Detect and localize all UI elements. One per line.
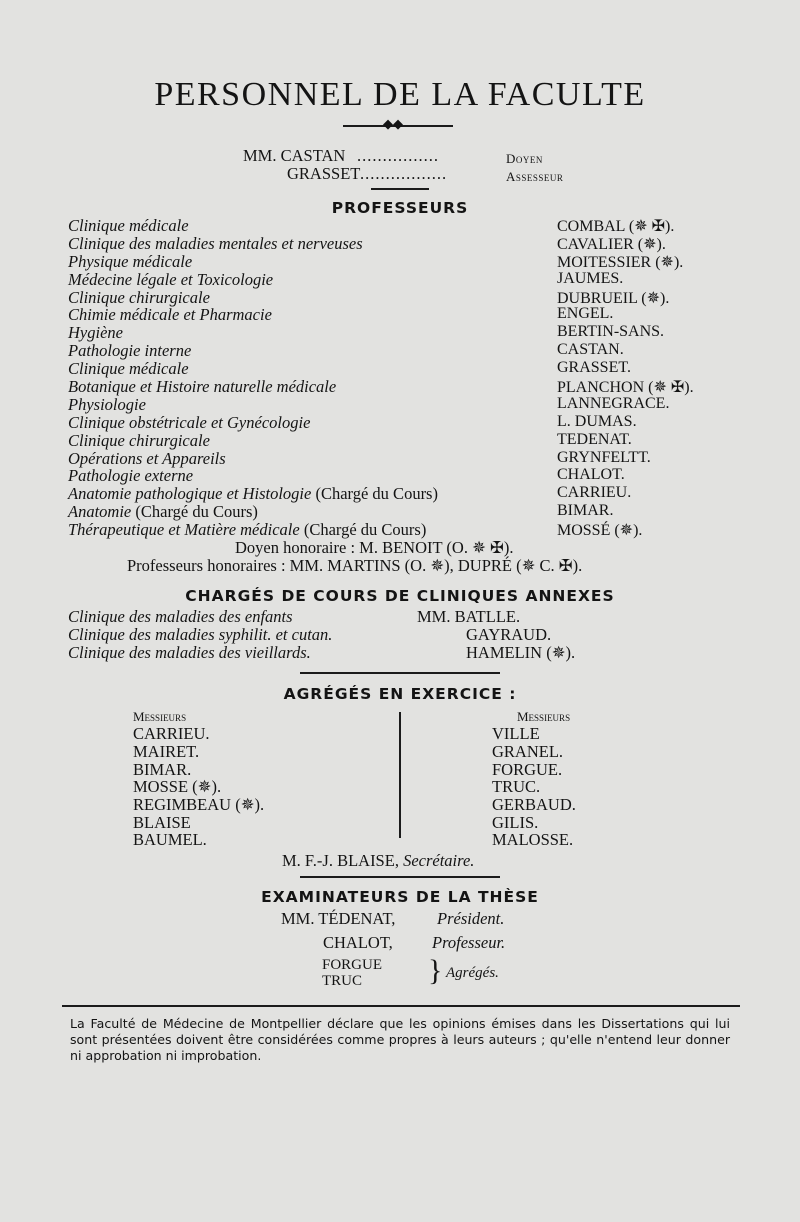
professor-row: Clinique médicale	[68, 359, 189, 378]
professor-row: Hygiène	[68, 323, 123, 342]
professor-row: Physiologie	[68, 395, 146, 414]
secretary-rule	[300, 876, 500, 878]
officer-dots-0: ................	[357, 146, 439, 165]
professor-row: Pathologie interne	[68, 341, 192, 360]
clinique-name: MM. BATLLE.	[417, 607, 521, 626]
professor-row: Botanique et Histoire naturelle médicale	[68, 377, 337, 396]
doyen-honoraire: Doyen honoraire : M. BENOIT (O. ✵ ✠).	[235, 538, 514, 557]
professor-row: Clinique médicale	[68, 216, 189, 235]
page-title: PERSONNEL DE LA FACULTE	[154, 76, 646, 113]
professor-name: L. DUMAS.	[557, 413, 637, 430]
agrege-right: GRANEL.	[492, 742, 564, 761]
professors-heading: PROFESSEURS	[331, 199, 469, 217]
professor-name: GRASSET.	[557, 359, 631, 376]
officers-rule	[371, 188, 429, 190]
professor-row: Clinique chirurgicale	[68, 431, 210, 450]
professor-name: LANNEGRACE.	[557, 395, 670, 412]
faculty-notice: La Faculté de Médecine de Montpellier déclare que les opinions émises dans les Dissertations qui lui sont présentées doivent être considérées comme propres à leurs auteurs ; qu'elle n'entend leur donner ni approbation ni improbation.	[70, 1016, 730, 1063]
agrege-left: MOSSE (✵).	[133, 777, 222, 796]
professeur-name: CHALOT,	[323, 933, 393, 952]
cliniques-rule	[300, 672, 500, 674]
agrege-right: GILIS.	[492, 813, 539, 832]
agrege-left: CARRIEU.	[133, 724, 210, 743]
clinique-name: HAMELIN (✵).	[466, 643, 576, 662]
agreges-left-label: Messieurs	[133, 709, 187, 724]
agrege-left: BLAISE	[133, 813, 191, 832]
secretary-line	[282, 851, 474, 871]
professor-name: JAUMES.	[557, 270, 624, 287]
professor-row: Clinique des maladies mentales et nerveuses	[68, 234, 363, 253]
professor-row: Clinique obstétricale et Gynécologie	[68, 413, 311, 432]
agreges-heading: AGRÉGÉS EN EXERCICE :	[283, 685, 517, 703]
president-name: MM. TÉDENAT,	[281, 909, 396, 928]
agrege-right: MALOSSE.	[492, 830, 574, 849]
officer-name-0: MM. CASTAN	[243, 146, 346, 165]
agreges-divider	[399, 712, 401, 838]
professor-row: Anatomie (Chargé du Cours)	[68, 502, 258, 521]
professor-name: CASTAN.	[557, 341, 624, 358]
professor-name: BERTIN-SANS.	[557, 323, 665, 340]
professor-name: ENGEL.	[557, 305, 614, 322]
agrege-right: VILLE	[492, 724, 540, 743]
professor-name: GRYNFELTT.	[557, 449, 651, 466]
agrege-left: BIMAR.	[133, 760, 192, 779]
clinique-subject: Clinique des maladies des enfants	[68, 607, 293, 626]
clinique-subject: Clinique des maladies des vieillards.	[68, 643, 311, 662]
professor-name: DUBRUEIL (✵).	[557, 290, 670, 307]
professor-name: MOITESSIER (✵).	[557, 254, 684, 271]
examinateurs-heading: EXAMINATEURS DE LA THÈSE	[261, 888, 539, 906]
agrege-left: MAIRET.	[133, 742, 200, 761]
professor-name: MOSSÉ (✵).	[557, 522, 643, 539]
agrege-right: FORGUE.	[492, 760, 563, 779]
officer-role-1: Assesseur	[506, 169, 564, 184]
professor-row: Thérapeutique et Matière médicale (Chargé du Cours)	[68, 520, 427, 539]
professeur-role: Professeur.	[432, 933, 506, 952]
title-ornament-icon: ◆◆	[383, 116, 403, 131]
professor-row: Anatomie pathologique et Histologie (Chargé du Cours)	[68, 484, 438, 503]
secretary-role: Secrétaire.	[403, 851, 475, 870]
professeurs-honoraires: Professeurs honoraires : MM. MARTINS (O. ✵), DUPRÉ (✵ C. ✠).	[127, 556, 583, 575]
agrege-left: BAUMEL.	[133, 830, 207, 849]
professor-name: TEDENAT.	[557, 431, 632, 448]
professor-name: BIMAR.	[557, 502, 614, 519]
clinique-subject: Clinique des maladies syphilit. et cutan.	[68, 625, 333, 644]
professor-row: Opérations et Appareils	[68, 449, 226, 468]
secretary-name: M. F.-J. BLAISE,	[282, 851, 399, 870]
clinique-name: GAYRAUD.	[466, 625, 552, 644]
professor-name: COMBAL (✵ ✠).	[557, 218, 675, 235]
professor-row: Physique médicale	[68, 252, 193, 271]
cliniques-heading: CHARGÉS DE COURS DE CLINIQUES ANNEXES	[185, 587, 615, 605]
professor-name: CHALOT.	[557, 466, 625, 483]
agrege-examinateur: TRUC	[322, 973, 363, 989]
officer-name-1: GRASSET	[287, 164, 361, 183]
professor-row: Médecine légale et Toxicologie	[68, 270, 274, 289]
professor-name: PLANCHON (✵ ✠).	[557, 379, 694, 396]
professor-name: CAVALIER (✵).	[557, 236, 666, 253]
officer-role-0: Doyen	[506, 151, 543, 166]
agreges-role: Agrégés.	[446, 965, 499, 981]
agrege-left: REGIMBEAU (✵).	[133, 795, 265, 814]
agrege-examinateur: FORGUE	[322, 957, 383, 973]
officer-dots-1: .................	[360, 164, 448, 183]
agreges-right-label: Messieurs	[517, 709, 571, 724]
agrege-right: GERBAUD.	[492, 795, 576, 814]
agrege-right: TRUC.	[492, 777, 541, 796]
professor-row: Clinique chirurgicale	[68, 288, 210, 307]
notice-rule	[62, 1005, 740, 1007]
brace-icon: }	[428, 954, 443, 987]
professor-name: CARRIEU.	[557, 484, 632, 501]
professor-row: Chimie médicale et Pharmacie	[68, 305, 272, 324]
professor-row: Pathologie externe	[68, 466, 194, 485]
president-role: Président.	[437, 909, 505, 928]
